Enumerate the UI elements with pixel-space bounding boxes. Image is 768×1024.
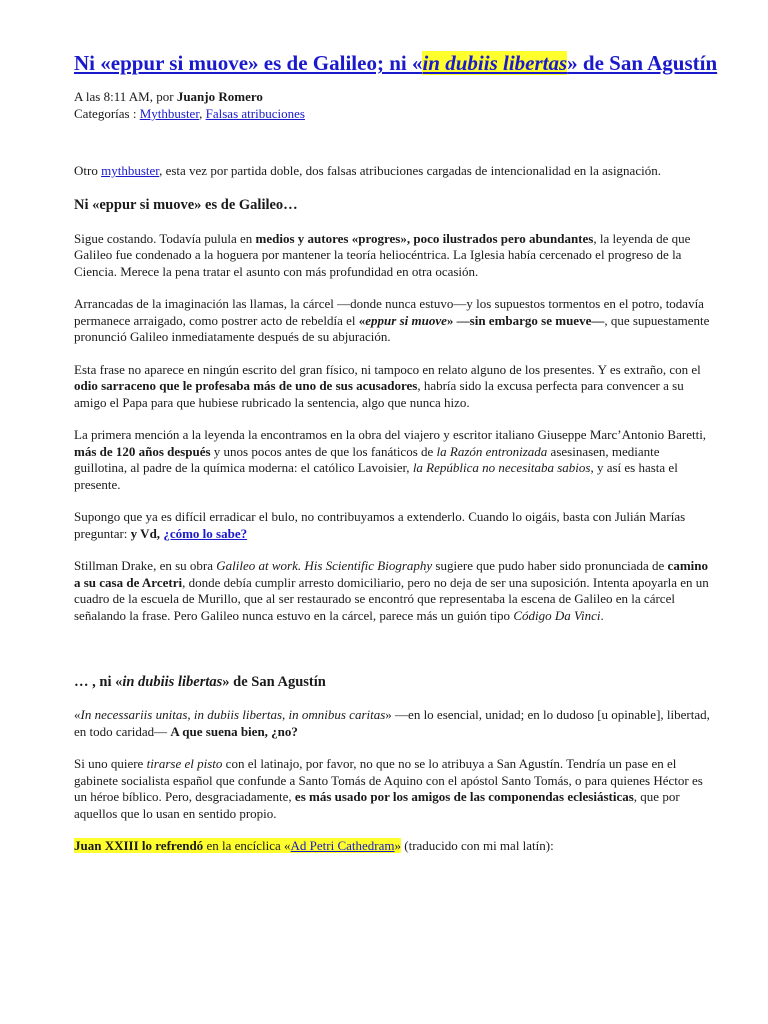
article-meta — [74, 88, 712, 122]
como-lo-sabe-link[interactable]: ¿cómo lo sabe? — [163, 525, 248, 541]
section1-paragraph-6 — [74, 558, 714, 624]
bold-text: » —sin embargo se mueve— — [446, 312, 605, 328]
italic-text: Código Da Vinci — [513, 607, 601, 623]
article-title[interactable] — [74, 50, 724, 76]
section2-paragraph-2 — [74, 756, 714, 822]
intro-text-2: , esta vez por partida doble, dos falsas atribuciones cargadas de intencionalidad en la asignación. — [159, 163, 661, 178]
text: . — [600, 607, 604, 623]
text: , que por aquellos que lo usan en sentido propio. — [74, 789, 680, 821]
section1-paragraph-4 — [74, 427, 714, 493]
text: « — [74, 707, 81, 722]
section1-paragraph-2 — [74, 296, 714, 346]
section2-paragraph-3 — [74, 838, 714, 855]
meta-time-author — [74, 88, 712, 105]
text: Esta frase no aparece en ningún escrito del gran físico, ni tampoco en relato alguno de los presentes. Y es extraño, con el — [74, 361, 701, 377]
bold-text: más de 120 años después — [74, 443, 211, 459]
text: (traducido con mi mal latín): — [401, 838, 554, 853]
section2-heading — [74, 673, 712, 691]
text: Si uno quiere — [74, 756, 147, 771]
text: La primera mención a la leyenda la encontramos en la obra del viajero y escritor italiano Giuseppe Marc’Antonio Baretti, — [74, 427, 707, 442]
text: , donde debía cumplir arresto domiciliario, pero no deja de ser una suposición. Intenta apoyarla en un cuadro de la escuela de Murillo, que al ser restaurado se encontró que representaba la escena de Galileo en la cárcel señalando la frase. Pero Galileo nunca estuvo en la cárcel, parece más un guión tipo — [74, 574, 709, 623]
mythbuster-link[interactable]: mythbuster — [101, 163, 160, 178]
text: Sigue costando. Todavía pulula en — [74, 230, 256, 246]
bold-text: es más usado por los amigos de las componendas eclesiásticas — [294, 789, 634, 804]
section1-paragraph-5 — [74, 509, 714, 542]
text: Arrancadas de la imaginación las llamas, la cárcel —donde nunca estuvo—y los supuestos tormentos en el potro, todavía permanece arraigado, como postrer acto de rebeldía el — [74, 296, 704, 328]
intro-paragraph — [74, 163, 714, 180]
bold-text: odio sarraceno que le profesaba más de uno de sus acusadores — [74, 378, 418, 393]
highlighted-bold-text: Juan XXIII lo refrendó — [74, 838, 204, 853]
meta-categories — [74, 105, 712, 122]
bold-text: y Vd, — [130, 525, 164, 541]
heading-italic-text: in dubiis libertas — [122, 674, 223, 690]
category-link-falsas-atribuciones[interactable]: Falsas atribuciones — [205, 106, 305, 121]
italic-text: la República no necesitaba sabios — [412, 460, 591, 475]
bold-italic-text: eppur si muove — [365, 312, 447, 328]
section1-paragraph-1 — [74, 231, 714, 281]
heading-text: … , ni « — [74, 674, 123, 690]
italic-text: Galileo at work. His Scientific Biography — [216, 558, 433, 573]
text: , la leyenda de que Galileo fue condenado a la hoguera por mantener la teoría heliocéntrica. La Iglesia había cercenado el progreso de la Ciencia. Merece la pena tratar el asunto con más profundidad en otra ocasión. — [74, 230, 691, 279]
highlighted-text: en la encíclica « — [203, 838, 291, 853]
meta-categories-label: Categorías : — [74, 106, 140, 121]
title-text-1[interactable]: Ni «eppur si muove» es de Galileo; ni « — [74, 51, 423, 75]
ad-petri-cathedram-link[interactable]: Ad Petri Cathedram — [290, 838, 395, 853]
italic-text: la Razón entronizada — [436, 443, 548, 459]
text: , y así es hasta el presente. — [74, 460, 678, 492]
text: Supongo que ya es difícil erradicar el bulo, no contribuyamos a extenderlo. Cuando lo oigáis, basta con Julián Marías preguntar: — [74, 509, 686, 541]
heading-text: » de San Agustín — [222, 674, 326, 690]
text: con el latinajo, por favor, no que no se lo atribuya a San Agustín. Tendría un pase en el gabinete socialista español que confunde a Santo Tomás de Aquino con el apóstol Santo Tomás, o para quienes Héctor es un héroe bíblico. Pero, desgraciadamente, — [74, 756, 703, 804]
title-highlighted-italic[interactable]: in dubiis libertas — [422, 51, 568, 75]
text: , habría sido la excusa perfecta para convencer a su amigo el Papa para que hubiese rubricado la sentencia, algo que nunca hizo. — [74, 378, 684, 410]
text: » —en lo esencial, unidad; en lo dudoso [u opinable], libertad, en todo caridad— — [74, 707, 710, 739]
bold-text: medios y autores «progres», poco ilustrados pero abundantes — [255, 230, 594, 246]
bold-text: camino a su casa de Arcetri — [74, 558, 708, 590]
section2-paragraph-1 — [74, 707, 714, 740]
bold-text: « — [358, 312, 366, 328]
italic-text: tirarse el pisto — [146, 756, 223, 771]
text: , que supuestamente pronunció Galileo inmediatamente después de su abjuración. — [74, 312, 710, 344]
text: sugiere que pudo haber sido pronunciada de — [432, 558, 668, 573]
text: Stillman Drake, en su obra — [74, 558, 217, 573]
text: y unos pocos antes de que los fanáticos de — [210, 443, 437, 459]
section1-paragraph-3 — [74, 362, 714, 412]
meta-time: A las 8:11 AM, por — [74, 89, 177, 104]
title-text-2[interactable]: » de San Agustín — [567, 51, 718, 75]
meta-author: Juanjo Romero — [176, 89, 263, 104]
category-link-mythbuster[interactable]: Mythbuster — [139, 106, 200, 121]
meta-separator: , — [199, 106, 206, 121]
bold-text: A que suena bien, ¿no? — [170, 723, 298, 739]
intro-text-1: Otro — [74, 163, 102, 178]
highlighted-text: » — [394, 838, 402, 853]
text: asesinasen, mediante guillotina, al padre de la química moderna: el católico Lavoisier, — [74, 443, 660, 475]
section1-heading: Ni «eppur si muove» es de Galileo… — [74, 196, 298, 213]
italic-text: In necessariis unitas, in dubiis libertas, in omnibus caritas — [80, 707, 386, 722]
